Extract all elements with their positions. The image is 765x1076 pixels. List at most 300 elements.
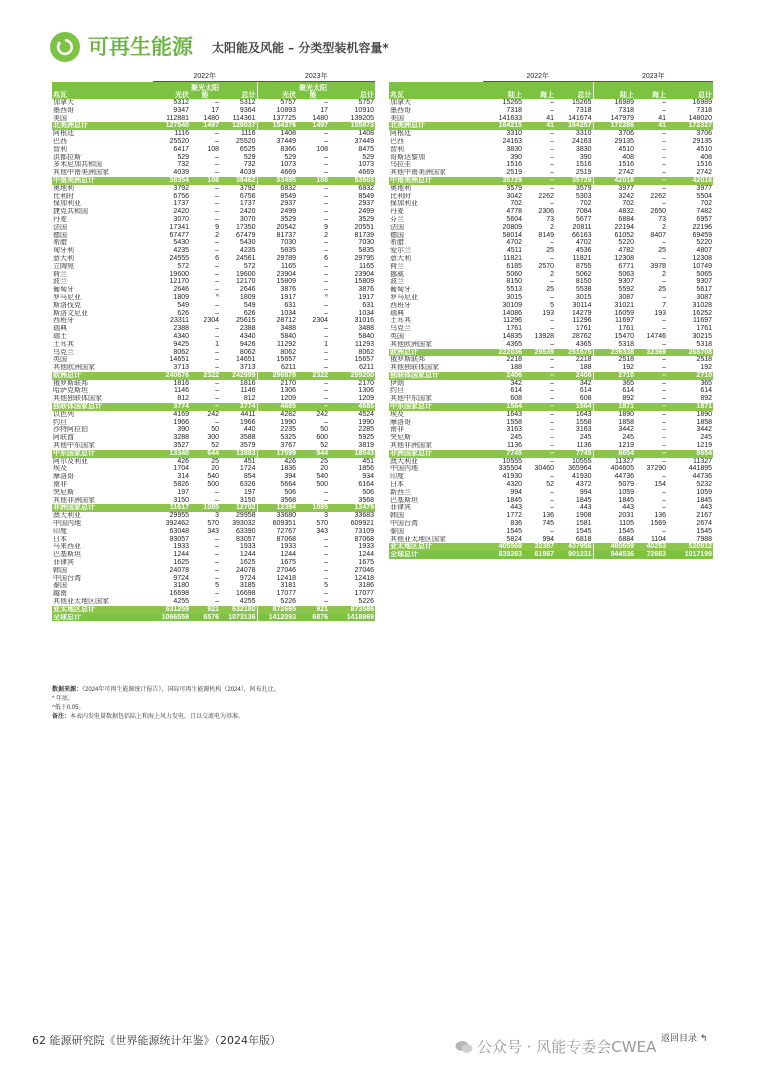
cell-value: 1917 — [257, 294, 297, 302]
cell-value: 506 — [362, 488, 374, 496]
cell-value: 11821 — [572, 254, 592, 262]
cell-value: – — [215, 566, 219, 574]
cell-value: 30460 — [534, 465, 554, 473]
cell-value: 5 — [550, 301, 554, 309]
cell-value: 437956 — [555, 543, 593, 551]
cell-value: – — [215, 215, 219, 223]
cell-value: 16698 — [236, 590, 256, 598]
table-row — [389, 302, 713, 310]
cell-value: 4807 — [696, 247, 712, 255]
row-label: 埃及 — [53, 465, 67, 473]
cell-value: 188 — [579, 364, 592, 372]
table-row — [52, 512, 375, 520]
back-to-contents-link[interactable]: 返回目录 ↰ — [661, 1034, 708, 1044]
cell-value: 8150 — [575, 278, 592, 286]
cell-value: 5664 — [257, 481, 297, 489]
cell-value: 1545 — [593, 528, 635, 536]
cell-value: 393032 — [232, 520, 256, 528]
cell-value: 1816 — [239, 379, 256, 387]
table-row — [52, 169, 375, 177]
cell-value: 1643 — [575, 410, 592, 418]
cell-value: – — [324, 169, 328, 177]
row-label: 瑞典 — [390, 309, 404, 317]
subtotal-row — [389, 349, 713, 357]
cell-value: 5312 — [173, 99, 189, 106]
cell-value: 25 — [546, 247, 554, 255]
cell-value: 44736 — [692, 473, 712, 481]
row-label: 乌拉圭 — [390, 161, 411, 169]
cell-value: 28712 — [257, 317, 297, 325]
cell-value: 631 — [257, 302, 297, 310]
cell-value: – — [550, 293, 554, 301]
cell-value: 6832 — [257, 185, 297, 193]
cell-value: 8654 — [667, 450, 713, 458]
cell-value: 2420 — [239, 208, 256, 216]
row-label: 以色列 — [53, 410, 74, 418]
cell-value: 242 — [316, 410, 328, 418]
table-row — [389, 333, 713, 341]
cell-value: 7030 — [358, 239, 374, 247]
cell-value: 9364 — [239, 106, 256, 114]
row-label: 墨西哥 — [390, 106, 411, 114]
cell-value: 67477 — [169, 231, 189, 239]
cell-value: 1059 — [696, 488, 712, 496]
cell-value: – — [324, 99, 328, 106]
cell-value: 8475 — [358, 145, 374, 153]
cell-value: 37449 — [257, 138, 297, 146]
cell-value: 251575 — [555, 349, 593, 357]
cell-value: – — [324, 418, 328, 426]
cell-value: 2 — [550, 223, 554, 231]
cell-value: 1704 — [173, 465, 189, 473]
cell-value: 3150 — [239, 496, 256, 504]
cell-value: 4235 — [239, 247, 256, 255]
row-label: 菲律宾 — [390, 504, 411, 512]
cell-value: 35729 — [555, 177, 593, 185]
cell-value: 108 — [297, 177, 329, 185]
cell-value: 8150 — [506, 278, 522, 286]
cell-value: – — [662, 239, 666, 247]
cell-value: 4340 — [173, 332, 189, 340]
table-row — [52, 263, 375, 271]
cell-value: 2388 — [173, 325, 189, 333]
table-row — [389, 224, 713, 232]
cell-value: – — [324, 559, 328, 567]
cell-value: 3830 — [575, 145, 592, 153]
cell-value: – — [662, 457, 666, 465]
table-row — [52, 426, 375, 434]
cell-value: 9 — [215, 223, 219, 231]
table-row — [52, 575, 375, 583]
cell-value: 29795 — [354, 254, 374, 262]
cell-value: 3185 — [239, 582, 256, 590]
row-label: 北美洲总计 — [52, 122, 153, 130]
cell-value: 4510 — [696, 145, 712, 153]
cell-value: – — [662, 410, 666, 418]
row-label: 加拿大 — [53, 99, 74, 106]
cell-value: – — [662, 418, 666, 426]
row-label: 立陶宛 — [53, 262, 74, 270]
subtotal-row — [52, 403, 375, 411]
cell-value: 6884 — [593, 536, 635, 544]
cell-value: 2218 — [575, 356, 592, 364]
table-row — [389, 247, 713, 255]
cell-value: 1165 — [358, 262, 374, 270]
row-label: 沙特阿拉伯 — [53, 426, 88, 434]
cell-value: 38354 — [153, 177, 190, 185]
cell-value: – — [324, 535, 328, 543]
cell-value: – — [550, 340, 554, 348]
cell-value: 4340 — [239, 332, 256, 340]
table-row — [52, 294, 375, 302]
cell-value: – — [550, 426, 554, 434]
cell-value: 61967 — [523, 551, 555, 559]
wechat-icon — [455, 1040, 473, 1054]
cell-value: 33680 — [257, 512, 297, 520]
cell-value: 1085 — [297, 504, 329, 512]
cell-value: 245 — [700, 434, 712, 442]
cell-value: – — [215, 535, 219, 543]
cell-value: 3310 — [506, 130, 522, 138]
cell-value: 5592 — [593, 286, 635, 294]
cell-value: 10910 — [354, 106, 374, 114]
cell-value: – — [662, 488, 666, 496]
cell-value: – — [215, 161, 219, 169]
cell-value: 81737 — [257, 232, 297, 240]
table-row — [52, 395, 375, 403]
cell-value: 1933 — [239, 543, 256, 551]
table-row — [389, 520, 713, 528]
row-label: 印度 — [53, 527, 67, 535]
cell-value: 994 — [510, 488, 522, 496]
subtotal-row — [389, 543, 713, 551]
cell-value: 58014 — [502, 231, 522, 239]
cell-value: 405569 — [483, 543, 523, 551]
cell-value: – — [215, 418, 219, 426]
cell-value: 14835 — [502, 332, 522, 340]
table-row — [52, 208, 375, 216]
cell-value: 4536 — [575, 247, 592, 255]
cell-value: – — [324, 387, 328, 395]
cell-value: 3087 — [593, 294, 635, 302]
cell-value: 426 — [257, 458, 297, 466]
cell-value: 7030 — [257, 239, 297, 247]
cell-value: 25 — [658, 286, 666, 294]
cell-value: – — [550, 379, 554, 387]
cell-value: 1 — [215, 340, 219, 348]
table-row — [389, 169, 713, 177]
cell-value: 500 — [316, 481, 328, 489]
cell-value: 572 — [177, 262, 189, 270]
cell-value: 4235 — [173, 247, 189, 255]
row-label: 希腊 — [390, 239, 404, 247]
cell-value: 4255 — [173, 598, 189, 605]
row-label: 芬兰 — [390, 215, 404, 223]
cell-value: – — [215, 574, 219, 582]
cell-value: 4524 — [358, 410, 374, 418]
cell-value: 443 — [593, 504, 635, 512]
cell-value: 404605 — [593, 465, 635, 473]
cell-value: 3 — [324, 512, 328, 520]
cell-value: – — [550, 99, 554, 106]
cell-value: 836 — [510, 520, 522, 528]
cell-value: 9307 — [593, 278, 635, 286]
row-label: 法国 — [390, 223, 404, 231]
cell-value: – — [662, 145, 666, 153]
table-row — [389, 504, 713, 512]
table-row — [389, 310, 713, 318]
cell-value: 4669 — [257, 169, 297, 177]
cell-value: 1761 — [506, 325, 522, 333]
cell-value: 2406 — [483, 372, 523, 380]
row-label: 巴基斯坦 — [390, 496, 418, 504]
row-label: 罗马尼亚 — [390, 293, 418, 301]
cell-value: 5513 — [506, 286, 522, 294]
cell-value: 7 — [662, 301, 666, 309]
cell-value: – — [662, 442, 666, 450]
cell-value: 614 — [700, 387, 712, 395]
cell-value: 15265 — [572, 99, 592, 106]
cell-value: 5757 — [358, 99, 374, 106]
row-label: 斯洛伐克 — [53, 301, 81, 309]
cell-value: 3978 — [650, 262, 666, 270]
cell-value: 644 — [190, 450, 220, 458]
cell-value: – — [324, 137, 328, 145]
cell-value: – — [324, 395, 328, 403]
cell-value: 812 — [243, 395, 256, 403]
cell-value: – — [550, 317, 554, 325]
cell-value: 1516 — [696, 161, 712, 169]
cell-value: 139205 — [350, 114, 374, 122]
cell-value: 500 — [207, 481, 219, 489]
cell-value: 1146 — [240, 387, 256, 395]
table-row — [389, 419, 713, 427]
cell-value: 31028 — [692, 301, 712, 309]
page-subtitle: 太阳能及风能 – 分类型装机容量* — [212, 41, 389, 55]
cell-value: 52 — [320, 442, 328, 450]
cell-value: 30114 — [572, 301, 592, 309]
cell-value: 38462 — [220, 177, 257, 185]
cell-value: 631259 — [153, 606, 190, 614]
wind-capacity-table — [389, 69, 713, 559]
cell-value: 2518 — [593, 356, 635, 364]
row-label: 希腊 — [53, 239, 67, 247]
cell-value: 3706 — [593, 130, 635, 138]
cell-value: 3180 — [173, 582, 189, 590]
cell-value: – — [215, 208, 219, 216]
cell-value: – — [324, 332, 328, 340]
table-row — [52, 216, 375, 224]
cell-value: – — [215, 130, 219, 138]
row-label: 奥地利 — [390, 184, 411, 192]
subtotal-row — [389, 122, 713, 130]
year-header: 2023年 — [257, 69, 375, 82]
cell-value: 3488 — [257, 325, 297, 333]
cell-value: – — [550, 488, 554, 496]
cell-value: 609351 — [257, 520, 297, 528]
cell-value: – — [550, 325, 554, 333]
cell-value: – — [215, 356, 219, 364]
cell-value: 1073 — [358, 161, 374, 169]
cell-value: 1990 — [358, 418, 374, 426]
cell-value: 6771 — [593, 263, 635, 271]
cell-value: 1545 — [696, 527, 712, 535]
cell-value: 1858 — [593, 419, 635, 427]
cell-value: 4832 — [593, 208, 635, 216]
cell-value: 7084 — [575, 208, 592, 216]
cell-value: 1516 — [593, 161, 635, 169]
cell-value: 12418 — [257, 575, 297, 583]
cell-value: 300 — [207, 434, 219, 442]
row-label: 其他非洲国家 — [53, 496, 95, 504]
cell-value: 1809 — [173, 293, 189, 301]
table-row — [52, 232, 375, 240]
cell-value: 7318 — [593, 107, 635, 115]
cell-value: 11296 — [503, 317, 522, 325]
cell-value: 6876 — [297, 614, 329, 622]
cell-value: – — [324, 270, 328, 278]
cell-value: 114361 — [232, 114, 256, 122]
table-row — [52, 567, 375, 575]
cell-value: 480659 — [593, 543, 635, 551]
cell-value: 2304 — [312, 317, 328, 325]
cell-value: 506 — [257, 489, 297, 497]
row-label: 智利 — [390, 145, 404, 153]
cell-value: – — [550, 184, 554, 192]
cell-value: 14746 — [646, 332, 666, 340]
cell-value: 390 — [579, 153, 592, 161]
cell-value: 608 — [579, 395, 592, 403]
cell-value: 2499 — [358, 208, 374, 216]
cell-value: 4365 — [506, 340, 522, 348]
cell-value: – — [324, 574, 328, 582]
table-row — [52, 325, 375, 333]
cell-value: 1772 — [506, 512, 522, 520]
row-label: 智利 — [53, 145, 67, 153]
cell-value: 1244 — [239, 551, 256, 559]
cell-value: 3529 — [358, 215, 374, 223]
row-label: 法国 — [53, 223, 67, 231]
subtotal-row — [389, 177, 713, 185]
cell-value: 872665 — [257, 606, 297, 614]
cell-value: 3568 — [358, 496, 374, 504]
cell-value: 172327 — [667, 122, 713, 130]
table-row — [52, 364, 375, 372]
row-label: 非洲国家总计 — [389, 450, 483, 458]
cell-value: 3488 — [358, 325, 374, 333]
cell-value: – — [550, 395, 554, 403]
cell-value: – — [662, 426, 666, 434]
table-row — [52, 458, 375, 466]
cell-value: – — [550, 278, 554, 286]
cell-value: 8062 — [358, 348, 374, 356]
row-label: 北美洲总计 — [389, 122, 483, 130]
cell-value: – — [550, 473, 554, 481]
table-row — [52, 278, 375, 286]
row-label: 丹麦 — [53, 215, 67, 223]
cell-value: 451 — [243, 457, 256, 465]
cell-value: 41 — [523, 122, 555, 130]
cell-value: 4372 — [575, 481, 592, 489]
cell-value: – — [215, 496, 219, 504]
cell-value: – — [550, 504, 554, 512]
cell-value: – — [324, 379, 328, 387]
cell-value: 12418 — [354, 574, 374, 582]
cell-value: 32369 — [635, 349, 667, 357]
cell-value: 22194 — [593, 224, 635, 232]
column-header: 光伏 — [257, 82, 297, 100]
table-row — [52, 598, 375, 606]
row-label: 英国 — [390, 332, 404, 340]
row-label: 其他非洲国家 — [390, 442, 432, 450]
cell-value: – — [215, 387, 219, 395]
cell-value: 4282 — [257, 411, 297, 419]
cell-value: 934 — [362, 473, 374, 481]
cell-value: 609921 — [350, 520, 374, 528]
subtotal-row — [52, 450, 375, 458]
row-label: 墨西哥 — [53, 106, 74, 114]
table-row — [52, 349, 375, 357]
cell-value: 29789 — [257, 255, 297, 263]
table-row — [389, 99, 713, 107]
cell-value: – — [324, 192, 328, 200]
cell-value: – — [324, 356, 328, 364]
cell-value: 15265 — [502, 99, 522, 106]
cell-value: 2170 — [358, 379, 374, 387]
row-label: 乌克兰 — [53, 348, 74, 356]
cell-value: 3529 — [257, 216, 297, 224]
cell-value: – — [662, 161, 666, 169]
cell-value: – — [324, 348, 328, 356]
cell-value: 14651 — [236, 356, 256, 364]
subtotal-row — [389, 450, 713, 458]
row-label: 中南美洲总计 — [52, 177, 153, 185]
cell-value: – — [662, 200, 666, 208]
table-row — [52, 161, 375, 169]
cell-value: 127540 — [153, 122, 190, 130]
cell-value: 3792 — [239, 184, 256, 192]
cell-value: 14651 — [169, 356, 189, 364]
cell-value: 614 — [579, 387, 592, 395]
cell-value: 137725 — [257, 115, 297, 123]
cell-value: 23311 — [170, 317, 189, 325]
cell-value: 1209 — [358, 395, 374, 403]
cell-value: – — [550, 356, 554, 364]
cell-value: 108 — [190, 177, 220, 185]
cell-value: – — [550, 161, 554, 169]
cell-value: – — [215, 286, 219, 294]
cell-value: – — [662, 137, 666, 145]
cell-value: 28762 — [572, 332, 592, 340]
cell-value: 1516 — [575, 161, 592, 169]
table-row — [52, 333, 375, 341]
cell-value: 9426 — [239, 340, 256, 348]
cell-value: 242999 — [220, 372, 257, 380]
cell-value: 1845 — [593, 497, 635, 505]
cell-value: 1569 — [650, 520, 666, 528]
cell-value: 5757 — [257, 99, 297, 107]
row-label: 其他独联体国家 — [390, 364, 439, 372]
cell-value: 342 — [510, 379, 522, 387]
cell-value: 112881 — [166, 114, 189, 122]
cell-value: 5318 — [593, 341, 635, 349]
cell-value: 854 — [243, 473, 256, 481]
row-label: 意大利 — [390, 254, 411, 262]
cell-value: 529 — [257, 154, 297, 162]
cell-value: – — [215, 543, 219, 551]
cell-value: 626 — [177, 309, 189, 317]
cell-value: 1497 — [297, 122, 329, 130]
